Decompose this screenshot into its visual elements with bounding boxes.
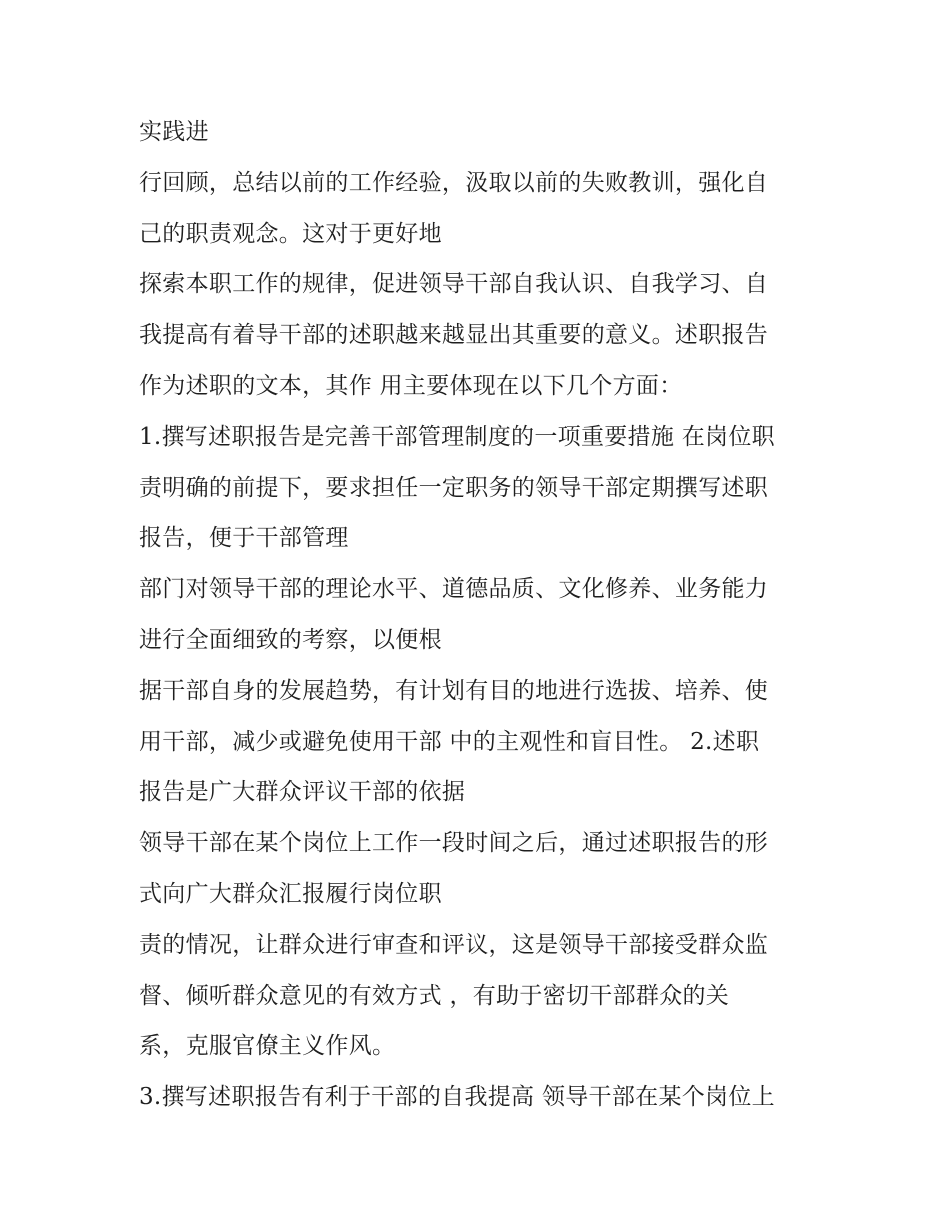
text-line: 探索本职工作的规律，促进领导干部自我认识、自我学习、自 xyxy=(139,271,769,298)
text-line: 责的情况，让群众进行审查和评议，这是领导干部接受群众监 xyxy=(139,931,769,958)
text-line: 系，克服官僚主义作风。 xyxy=(139,1033,396,1060)
text-line: 式向广大群众汇报履行岗位职 xyxy=(139,880,442,907)
text-line: 部门对领导干部的理论水平、道德品质、文化修养、业务能力 xyxy=(139,576,769,603)
text-line: 领导干部在某个岗位上工作一段时间之后，通过述职报告的形 xyxy=(139,830,769,857)
text-line: 进行全面细致的考察，以便根 xyxy=(139,626,442,653)
text-line: 据干部自身的发展趋势，有计划有目的地进行选拔、培养、使 xyxy=(139,677,769,704)
text-line: 用干部，减少或避免使用干部 中的主观性和盲目性。 2.述职 xyxy=(139,728,760,755)
text-line: 己的职责观念。这对于更好地 xyxy=(139,220,442,247)
document-body xyxy=(139,107,819,1123)
text-line: 责明确的前提下，要求担任一定职务的领导干部定期撰写述职 xyxy=(139,474,769,501)
text-line: 作为述职的文本，其作 用主要体现在以下几个方面： xyxy=(139,372,683,399)
text-line: 实践进 xyxy=(139,119,209,145)
text-line: 行回顾，总结以前的工作经验，汲取以前的失败教训，强化自 xyxy=(139,169,769,196)
text-line: 报告，便于干部管理 xyxy=(139,525,349,552)
text-line: 3.撰写述职报告有利于干部的自我提高 领导干部在某个岗位上 xyxy=(139,1084,775,1111)
text-line: 我提高有着导干部的述职越来越显出其重要的意义。述职报告 xyxy=(139,322,769,349)
text-line: 1.撰写述职报告是完善干部管理制度的一项重要措施 在岗位职 xyxy=(139,423,775,450)
text-line: 报告是广大群众评议干部的依据 xyxy=(139,779,466,806)
text-line: 督、倾听群众意见的有效方式 ，有助于密切干部群众的关 xyxy=(139,982,730,1009)
